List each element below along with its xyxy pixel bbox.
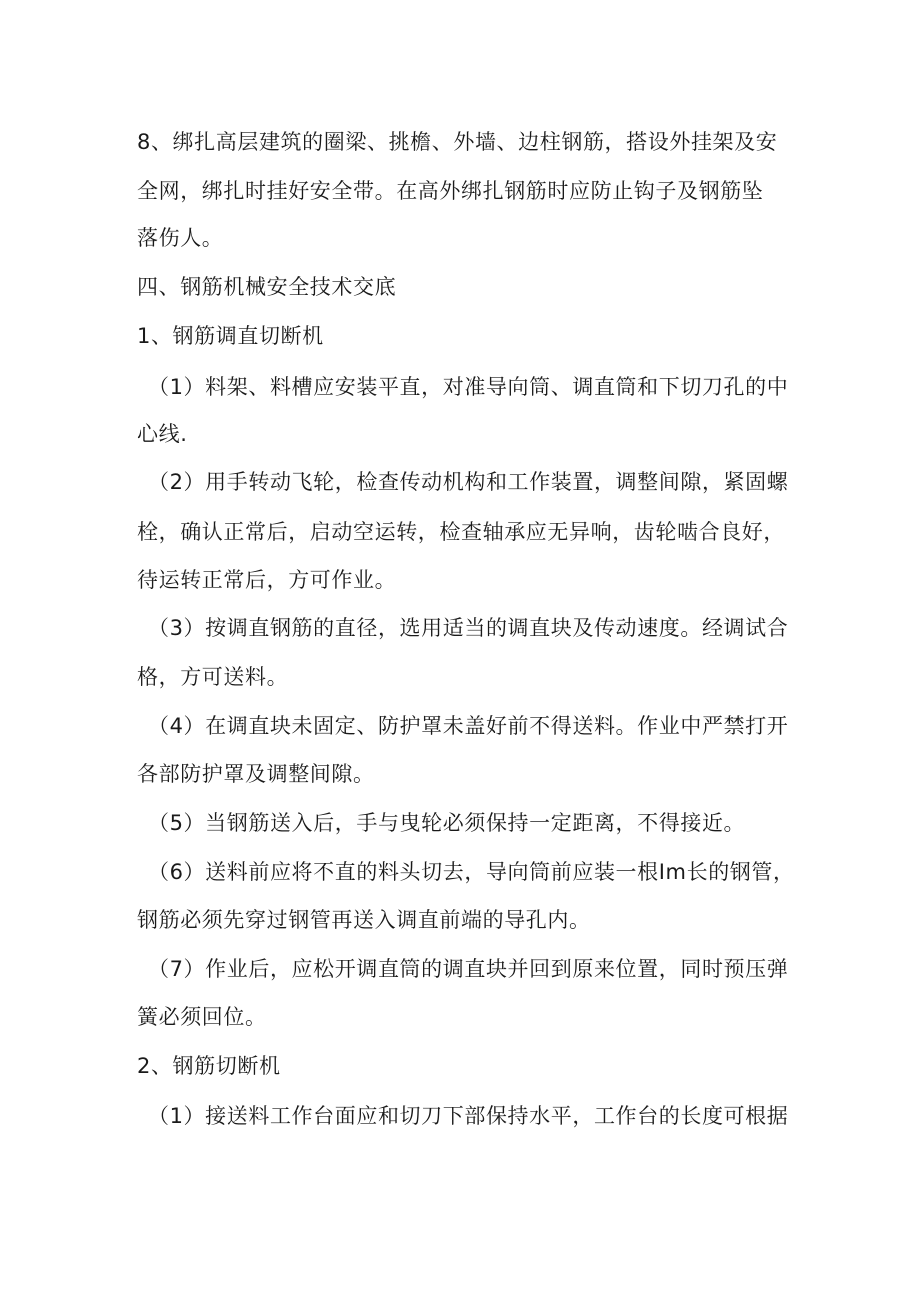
item-4-line-1: （4）在调直块未固定、防护罩未盖好前不得送料。作业中严禁打开: [148, 714, 789, 738]
item-2-line-3: 待运转正常后，方可作业。: [137, 568, 397, 592]
paragraph-8-line-1: 8、绑扎高层建筑的圈梁、挑檐、外墙、边柱钢筋，搭设外挂架及安: [137, 130, 778, 154]
item-6-line-1: （6）送料前应将不直的料头切去，导向筒前应装一根Im长的钢管，: [148, 860, 795, 884]
item-5-line-1: （5）当钢筋送入后，手与曳轮必须保持一定距离，不得接近。: [148, 811, 746, 835]
paragraph-8-line-2: 全网，绑扎时挂好安全带。在高外绑扎钢筋时应防止钩子及钢筋坠: [137, 179, 764, 203]
item-7-line-2: 簧必须回位。: [137, 1005, 267, 1029]
item-2-line-1: （2）用手转动飞轮，检查传动机构和工作装置，调整间隙，紧固螺: [148, 470, 789, 494]
subsection-heading-1: 1、钢筋调直切断机: [137, 324, 324, 348]
item-3-line-1: （3）按调直钢筋的直径，选用适当的调直块及传动速度。经调试合: [148, 616, 789, 640]
item-2-1-line-1: （1）接送料工作台面应和切刀下部保持水平，工作台的长度可根据: [148, 1104, 789, 1128]
item-2-line-2: 栓，确认正常后，启动空运转，检查轴承应无异响，齿轮啮合良好，: [137, 520, 785, 544]
item-3-line-2: 格，方可送料。: [137, 665, 289, 689]
subsection-heading-2: 2、钢筋切断机: [137, 1054, 281, 1078]
item-1-line-1: （1）料架、料槽应安装平直，对准导向筒、调直筒和下切刀孔的中: [148, 375, 789, 399]
item-7-line-1: （7）作业后，应松开调直筒的调直块并回到原来位置，同时预压弹: [148, 957, 789, 981]
section-heading-4: 四、钢筋机械安全技术交底: [137, 275, 397, 299]
paragraph-8-line-3: 落伤人。: [137, 226, 224, 250]
item-4-line-2: 各部防护罩及调整间隙。: [137, 762, 375, 786]
item-1-line-2: 心线.: [137, 422, 188, 446]
item-6-line-2: 钢筋必须先穿过钢管再送入调直前端的导孔内。: [137, 908, 591, 932]
